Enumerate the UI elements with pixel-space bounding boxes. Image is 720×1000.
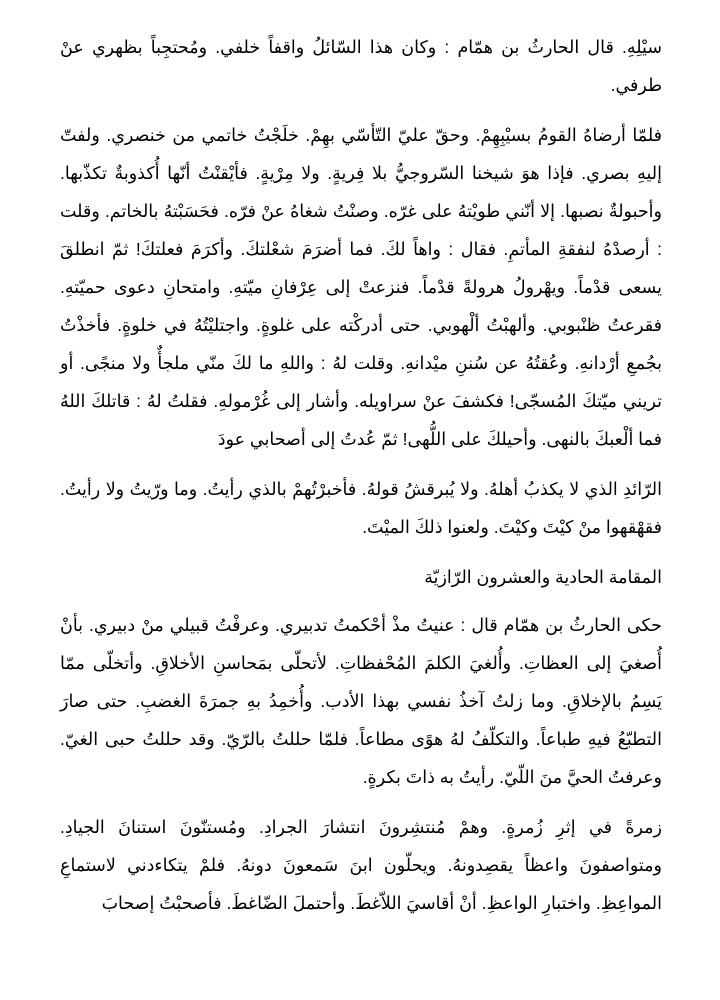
paragraph-1: سيْلِهِ. قال الحارثُ بن همّام : وكان هذا السّائلُ واقفاً خلفي. ومُحتجِباً بظهري عنْ طرفي. xyxy=(60,37,662,95)
paragraph-2: فلمّا أرضاهُ القومُ بسيْبِهِمْ. وحقّ عليّ التّأسّي بهِمْ. خلَجْتُ خاتمي من خنصري. ولفتّ إليهِ بصري. فإذا هوَ شيخنا السّروجيُّ بلا فِريةٍ. ولا مِرْيةٍ. فأيْقنْتُ أنّها أُكذوبةٌ تكذّبها. وأحبولةٌ نصبها. إلا أنّني طويْتهُ على غرّه. وصنْتُ شغاهُ عنْ فرّه. فحَسَبْتهُ بالخاتم. وقلت : أرصدْهُ لنفقةِ المأتمِ. فقال : واهاً لكَ. فما أضرَمَ شعْلتكَ. وأكرَمَ فعلتكَ! ثمّ انطلقَ يسعى قدْماً. ويهْرولُ هرولةً قدْماً. فنزعتْ إلى عِرْفانِ ميّتهِ. وامتحانِ دعوى حميّتهِ. فقرعتُ ظنْبوبي. وألهبْتُ ألْهوبي. حتى أدركْته على غلوةٍ. واجتليْتُهُ في خلوةٍ. فأخذْتُ بجُمعِ أرْدانهِ. وعُقتُهُ عن سُننِ ميْدانهِ. وقلت لهُ : واللهِ ما لكَ منّي ملجأٌ ولا منجًى. أو تريني ميّتكَ المُسجّى! فكشفَ عنْ سراويله. وأشار إلى غُرْمولهِ. فقلتُ لهُ : قاتلكَ اللهُ فما ألْعبكَ بالنهى. وأحيلكَ على اللُّهى! ثمّ عُدتُ إلى أصحابي عودَ xyxy=(60,125,662,449)
section-paragraph-1: حكى الحارثُ بن همّام قال : عنيتُ مذْ أحْكمتُ تدبيري. وعرفْتُ قبيلي منْ دبيري. بأنْ أُصغيَ إلى العظاتِ. وأُلغيَ الكلمَ المُحْفظاتِ. لأتحلّى بمَحاسنِ الأخلاقِ. وأتخلّى ممّا يَسِمُ بالإخلاقِ. وما زلتُ آخذُ نفسي بهذا الأدب. وأُخمِدُ بهِ جمرَةَ الغضبِ. حتى صارَ التطبّعُ فيهِ طباعاً. والتكلّفُ لهُ هوًى مطاعاً. فلمّا حللتُ بالرّيّ. وقد حللتُ حبى الغيّ. وعرفتُ الحيَّ منَ اللّيّ. رأيتُ به ذاتَ بكرةٍ. xyxy=(60,615,662,787)
section-title: المقامة الحادية والعشرون الرّازيّة xyxy=(424,567,662,587)
paragraph-3: الرّائدِ الذي لا يكذبُ أهلهُ. ولا يُبرقشُ قولهُ. فأخبرْتُهمْ بالذي رأيتُ. وما ورّيتُ ولا رأيتُ. فقهْقهوا منْ كيْتَ وكيْتَ. ولعنوا ذلكَ الميْتَ. xyxy=(60,479,662,537)
section-paragraph-2: زمرةً في إثرِ زُمرةٍ. وهمْ مُنتشِرونَ انتشارَ الجرادِ. ومُستنّونَ استنانَ الجيادِ. ومتواصفونَ واعظاً يقصِدونهُ. ويحلّون ابنَ سَمعونَ دونهُ. فلمْ يتكاءدني لاستماعِ المواعِظِ. واختبارِ الواعظِ. أنْ أقاسيَ اللاّغطَ. وأحتملَ الضّاغطَ. فأصحبْتُ إصحابَ xyxy=(60,817,662,913)
